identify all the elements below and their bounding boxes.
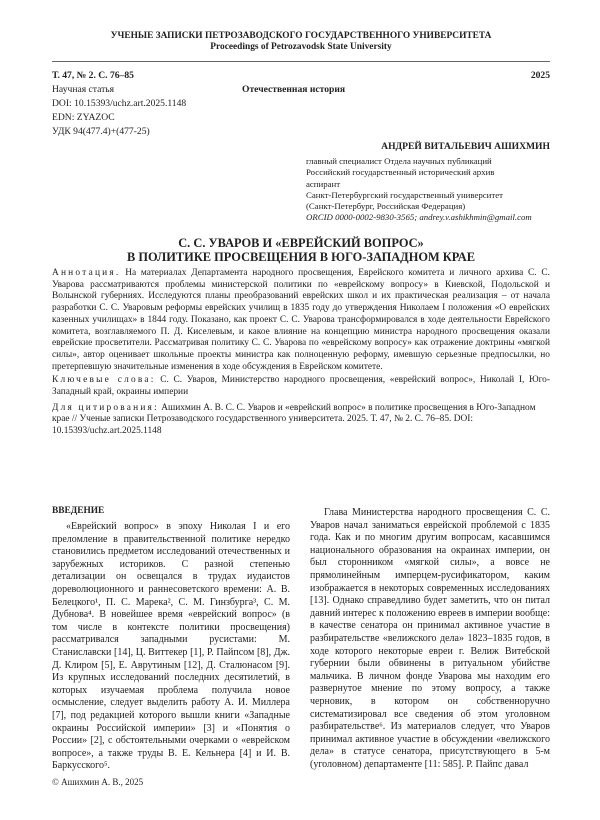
- affiliation-line: главный специалист Отдела научных публикаций: [306, 156, 492, 166]
- author-affiliation: [306, 156, 532, 224]
- affiliation-line: Санкт-Петербургский государственный университет: [306, 189, 503, 200]
- year: 2025: [530, 70, 550, 81]
- title-line: С. С. УВАРОВ И «ЕВРЕЙСКИЙ ВОПРОС»: [178, 236, 424, 250]
- journal-title-en: Proceedings of Petrozavodsk State University: [210, 42, 392, 52]
- citation-label: Для цитирования:: [52, 402, 159, 413]
- keywords-text: С. С. Уваров, Министерство народного просвещения, «еврейский вопрос», Николай I, Юго-Западный край, окраины империи: [52, 375, 550, 398]
- title-line: В ПОЛИТИКЕ ПРОСВЕЩЕНИЯ В ЮГО-ЗАПАДНОМ КРАЕ: [127, 250, 475, 264]
- citation-text: Ашихмин А. В. С. С. Уваров и «еврейский вопрос» в политике просвещения в Юго-Западном крае // Ученые записки Петрозаводского государственного университета. 2025. Т. 47, № 2. С. 76–85. DOI: 10.15393/uchz.art.2025.1148: [52, 402, 536, 437]
- copyright: © Ашихмин А. В., 2025: [52, 776, 144, 787]
- abstract-text: На материалах Департамента народного просвещения, Еврейского комитета и личного архива С. С. Уварова рассматриваются проблемы министерской политики по «еврейскому вопросу» в Киевской, Подольской и Волынской губерниях. Исследуются планы преобразований еврейских школ и их практическая реализация – от начала разработки С. С. Уваровым реформы еврейских училищ в 1835 году до утверждения Николаем I положения «О еврейских казенных училищах» в 1844 году. Показано, как проект С. С. Уварова трансформировался в ходе деятельности Еврейского комитета, возглавляемого П. Д. Киселевым, и какое влияние на концепцию министра народного просвещения оказали еврейские просветители. Рассматривая политику С. С. Уварова по «еврейскому вопросу» как отражение доктрины «мягкой силы», автор оценивает школьные проекты министра как полноценную реформу, имевшую серьезные предпосылки, но претерпевшую значительные изменения в ходе обсуждения в Еврейском комитете.: [52, 268, 551, 372]
- abstract: [52, 268, 550, 438]
- header-rule: [52, 61, 550, 62]
- edn: EDN: ZYAZOC: [52, 112, 115, 123]
- affiliation-line: аспирант: [306, 178, 341, 189]
- udk: УДК 94(477.4)+(477-25): [52, 126, 150, 137]
- section: Отечественная история: [242, 84, 346, 95]
- volume-pages: Т. 47, № 2. С. 76–85: [52, 70, 134, 81]
- intro-paragraph-right: Глава Министерства народного просвещения С. С. Уваров начал заниматься еврейской проблемой с 1835 года. Как и по многим другим вопросам, касавшимся национального образования на окраинах империи, он был сторонником «мягкой силы», а вовсе не прямолинейным имперцем-русификатором, каким изображается в некоторых современных исследованиях [13]. Однако справедливо будет заметить, что он питал давний интерес к положению евреев в империи вообще: в качестве сенатора он принимал активное участие в разбирательстве «велижского дела» 1823–1835 годов, в ходе которого некоторые евреи г. Велиж Витебской губернии были обвинены в ритуальном убийстве мальчика. В личном фонде Уварова мы находим его развернутое мнение по этому вопросу, а также черновик, в котором он собственноручно систематизировал все сведения об этом уголовном разбирательстве⁶. Из материалов следует, что Уваров принимал активное участие в обсуждении «велижского дела» в статусе сенатора, присутствующего в 5-м (уголовном) департаменте [11: 585]. Р. Пайпс давал: [310, 507, 550, 770]
- orcid-email[interactable]: ORCID 0000-0002-9830-3565; andrey.v.ashikhmin@gmail.com: [306, 212, 532, 223]
- article-title: [52, 236, 550, 264]
- intro-paragraph-left: «Еврейский вопрос» в эпоху Николая I и его преломление в правительственной политике нередко становились предметом исследований отечественных и зарубежных историков. С разной степенью детализации он освещался в трудах иудаистов дореволюционного и раннесоветского времени: А. В. Белецкого¹, П. С. Марека², С. М. Гинзбурга³, С. М. Дубнова⁴. В новейшее время «еврейский вопрос» (в том числе в контексте политики просвещения) рассматривался западными русистами: М. Станиславски [14], Ц. Виттекер [1], Р. Пайпсом [8], Дж. Д. Клиром [5], Е. Аврутиным [12], Д. Сталюнасом [9]. Из крупных исследований последних десятилетий, в которых изучаемая проблема получила новое осмысление, следует выделить работу А. И. Миллера [7], под редакцией которого вышли книги «Западные окраины Российской империи» [3] и «Понятия о России» [2], с обстоятельными очерками о «еврейском вопросе», а также труды В. Е. Кельнера [4] и И. В. Баркусского⁵.: [52, 521, 290, 772]
- affiliation-line: (Санкт-Петербург, Российская Федерация): [306, 201, 466, 212]
- doi[interactable]: DOI: 10.15393/uchz.art.2025.1148: [52, 98, 187, 109]
- keywords-label: Ключевые слова:: [52, 375, 156, 386]
- left-column: [52, 521, 290, 788]
- right-column: [310, 507, 550, 771]
- affiliation-line: Российский государственный исторический архив: [306, 167, 495, 178]
- abstract-label: Аннотация.: [52, 268, 121, 278]
- intro-heading: ВВЕДЕНИЕ: [52, 506, 105, 516]
- author-name: АНДРЕЙ ВИТАЛЬЕВИЧ АШИХМИН: [381, 141, 550, 152]
- article-type: Научная статья: [52, 84, 115, 95]
- journal-title-ru: УЧЕНЫЕ ЗАПИСКИ ПЕТРОЗАВОДСКОГО ГОСУДАРСТВЕННОГО УНИВЕРСИТЕТА: [110, 31, 492, 41]
